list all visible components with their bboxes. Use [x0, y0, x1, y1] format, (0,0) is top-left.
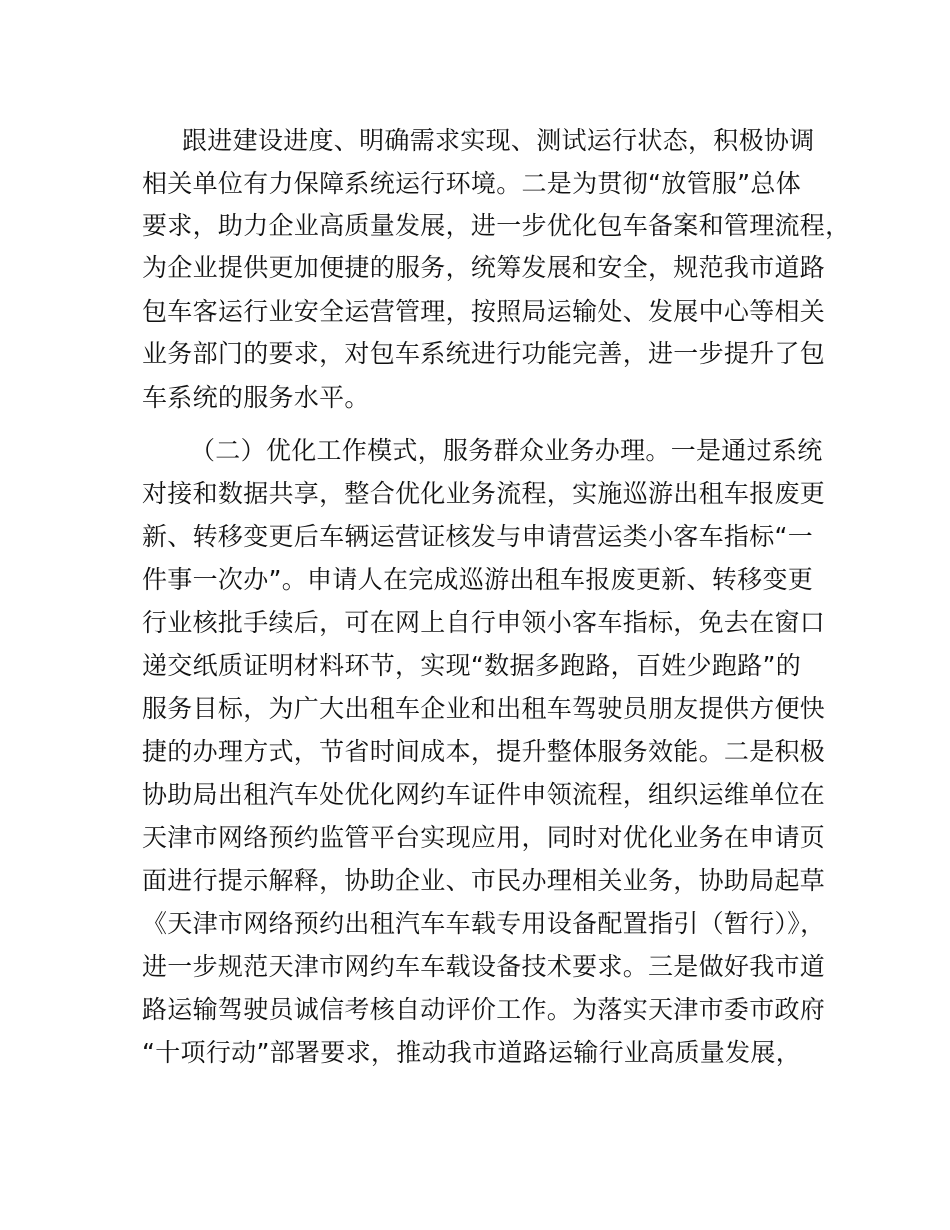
- paragraph-line: 业务部门的要求，对包车系统进行功能完善，进一步提升了包: [142, 339, 826, 368]
- paragraph-line: 《天津市网络预约出租汽车车载专用设备配置指引（暂行）》，: [142, 909, 826, 938]
- paragraph-line: 车系统的服务水平。: [142, 383, 370, 412]
- paragraph-line: 面进行提示解释，协助企业、市民办理相关业务，协助局起草: [142, 866, 826, 895]
- paragraph-line: 新、转移变更后车辆运营证核发与申请营运类小客车指标“一: [142, 522, 814, 551]
- paragraph-line: 服务目标，为广大出租车企业和出租车驾驶员朋友提供方便快: [142, 694, 826, 723]
- paragraph-line: 件事一次办”。申请人在完成巡游出租车报废更新、转移变更: [142, 565, 814, 594]
- section-heading-line: （二）优化工作模式，服务群众业务办理。一是通过系统: [190, 436, 823, 465]
- paragraph-line: 包车客运行业安全运营管理，按照局运输处、发展中心等相关: [142, 297, 826, 326]
- paragraph-line: 进一步规范天津市网约车车载设备技术要求。三是做好我市道: [142, 952, 826, 981]
- paragraph-line: 行业核批手续后，可在网上自行申领小客车指标，免去在窗口: [142, 608, 826, 637]
- paragraph-line: “十项行动”部署要求，推动我市道路运输行业高质量发展，: [142, 1038, 802, 1067]
- paragraph-line: 递交纸质证明材料环节，实现“数据多跑路，百姓少跑路”的: [142, 651, 802, 680]
- paragraph-line: 对接和数据共享，整合优化业务流程，实施巡游出租车报废更: [142, 479, 826, 508]
- paragraph-line: 为企业提供更加便捷的服务，统筹发展和安全，规范我市道路: [142, 253, 826, 282]
- paragraph-line: 相关单位有力保障系统运行环境。二是为贯彻“放管服”总体: [142, 169, 802, 198]
- paragraph-line: 捷的办理方式，节省时间成本，提升整体服务效能。二是积极: [142, 737, 826, 766]
- paragraph-line: 要求，助力企业高质量发展，进一步优化包车备案和管理流程，: [142, 211, 851, 240]
- paragraph-line: 路运输驾驶员诚信考核自动评价工作。为落实天津市委市政府: [142, 995, 826, 1024]
- paragraph-line: 协助局出租汽车处优化网约车证件申领流程，组织运维单位在: [142, 780, 826, 809]
- paragraph-line: 跟进建设进度、明确需求实现、测试运行状态，积极协调: [182, 126, 815, 155]
- paragraph-line: 天津市网络预约监管平台实现应用，同时对优化业务在申请页: [142, 823, 826, 852]
